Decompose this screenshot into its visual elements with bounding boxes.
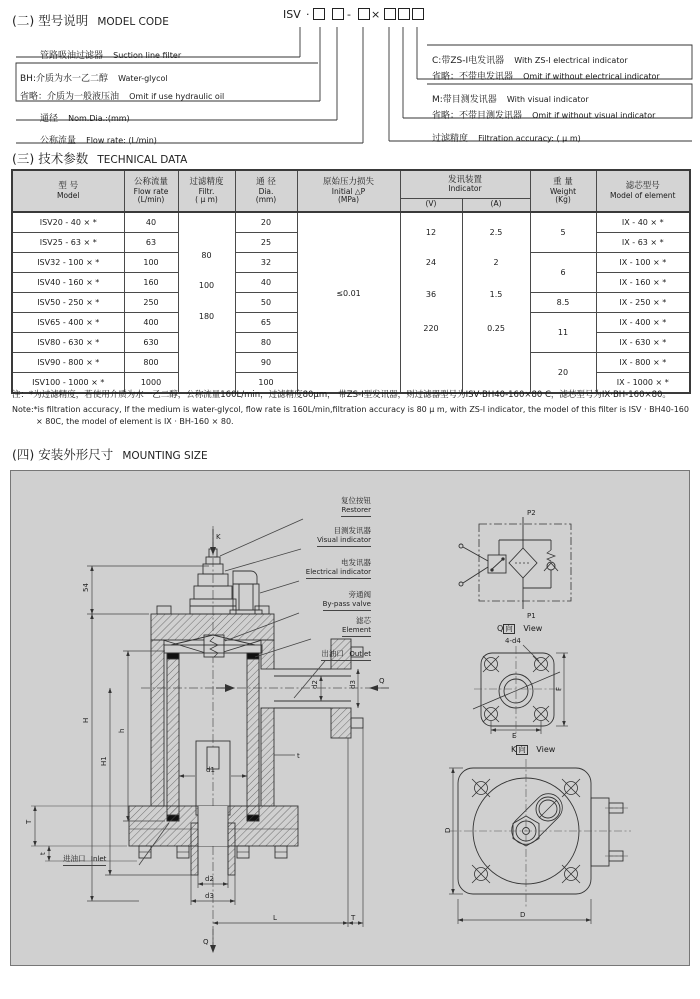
col-header-flow-en: Flow rate [133,186,169,196]
pressure-value: ≤0.01 [336,288,361,298]
cell-pressure-merged [297,212,400,393]
cell-model: ISV50 - 250 × * [12,293,124,313]
label-outlet-en: Outlet [349,650,371,658]
cell-element: IX - 100 × * [596,253,690,273]
col-header-element [596,170,690,212]
label-outlet [321,648,371,661]
label-medium-omit [20,84,224,103]
section3-heading-cn: (三) 技术参数 [12,151,89,166]
table-notes [12,389,690,428]
label-visual-omit-en: Omit if without visual indicator [532,111,656,120]
cell-model: ISV40 - 160 × * [12,273,124,293]
cell-element: IX - 630 × * [596,333,690,353]
q-view-letter: Q [497,624,504,633]
label-bypass-valve-en: By-pass valve [322,599,371,608]
section3-heading [12,148,187,167]
dim-D-left: D [444,827,452,833]
col-header-indicator [400,170,530,198]
cell-element: IX - 400 × * [596,313,690,333]
section3-heading-en: TECHNICAL DATA [97,154,188,166]
table-row [12,212,690,233]
cell-model: ISV100 - 1000 × * [12,373,124,394]
model-code-box-flow [358,8,370,20]
filtr-value: 80 [201,250,212,260]
dim-d3-port: d3 [349,680,357,689]
label-visual-m-en: With visual indicator [506,95,589,104]
amp-value: 0.25 [487,324,505,334]
col-header-flow-unit: (L/min) [137,195,165,205]
k-view [449,759,631,924]
label-electrical-omit-cn: 省略：不带电发讯器 [432,72,514,82]
col-header-amp: (A) [462,198,530,212]
cell-model: ISV32 - 100 × * [12,253,124,273]
dim-Q-bottom: Q [203,938,209,946]
cell-weight: 11 [530,313,596,353]
cell-element: IX - 40 × * [596,212,690,233]
cell-model: ISV25 - 63 × * [12,233,124,253]
model-code-box-accuracy [384,8,396,20]
cell-flow: 800 [124,353,178,373]
cell-flow: 630 [124,333,178,353]
cell-volts-merged [400,212,462,393]
cell-flow: 250 [124,293,178,313]
label-suction-filter-en: Suction line filter [113,51,182,60]
label-medium-bh-cn: BH:介质为水一乙二醇 [20,74,108,84]
model-code-dash: - [347,8,351,21]
direction-char-box: 向 [518,745,526,754]
col-header-filtr [178,170,235,212]
dim-H: H [82,717,90,723]
cell-flow: 1000 [124,373,178,394]
cell-flow: 160 [124,273,178,293]
dim-d3-bottom: d3 [205,892,214,900]
label-electrical-indicator-en: Electrical indicator [305,567,371,576]
dim-L: L [273,914,277,922]
col-header-dia-en: Dia. [258,186,274,196]
amp-value: 2 [493,258,499,268]
k-view-letter: K [511,745,517,754]
port-P1: P1 [527,612,536,620]
cell-filtr-merged [178,212,235,393]
col-header-pressure-unit: (MPa) [337,195,360,205]
col-header-weight-unit: (Kg) [555,195,571,205]
model-code-dot: · [306,8,310,21]
label-inlet-cn: 进油口 [63,854,86,863]
col-header-element-cn: 滤芯型号 [625,181,660,192]
cell-flow: 400 [124,313,178,333]
cell-dia: 50 [235,293,297,313]
col-header-element-en: Model of element [610,191,676,200]
cell-model: ISV20 - 40 × * [12,212,124,233]
section4-heading-en: MOUNTING SIZE [122,450,208,462]
amp-value: 1.5 [489,290,503,300]
dim-d2-port: d2 [311,680,319,689]
note-chinese: 注：*为过滤精度，若使用介质为水一乙二醇，公称流量160L/min，过滤精度80μm， 带ZS-I型发讯器，则过滤器型号为ISV·BH40-160×80 C，滤芯型号为IX·BH-160×80。 [12,390,671,400]
cell-flow: 40 [124,212,178,233]
col-header-weight-cn: 重 量 [553,177,573,188]
k-view-word: View [536,745,556,754]
dim-t-wall: t [297,752,300,760]
volt-value: 36 [425,290,437,300]
section2-heading-en: MODEL CODE [97,16,169,28]
label-medium-omit-en: Omit if use hydraulic oil [129,92,225,101]
col-header-flow [124,170,178,212]
model-code-box-medium [313,8,325,20]
cell-model: ISV90 - 800 × * [12,353,124,373]
label-inlet-en: Inlet [90,855,107,863]
cell-dia: 40 [235,273,297,293]
col-header-pressure [297,170,400,212]
label-visual-omit-cn: 省略：不带目测发讯器 [432,111,523,121]
dim-t-left: t [39,852,47,855]
col-header-indicator-cn: 发讯装置 [448,174,483,185]
label-flow-rate [40,128,157,147]
dim-T-bottom: T [351,914,356,922]
label-medium-bh [20,66,168,85]
q-view-label [497,624,542,634]
label-suction-filter-cn: 管路吸油过滤器 [40,51,104,61]
model-code-section [0,0,700,150]
label-nom-dia [40,106,130,125]
col-header-model [12,170,124,212]
col-header-filtr-unit: ( μ m) [195,195,218,205]
cell-dia: 65 [235,313,297,333]
label-suction-filter [40,43,181,62]
col-header-pressure-cn: 原始压力损失 [322,177,374,188]
label-nom-dia-cn: 通径 [40,114,59,124]
filtr-value: 180 [198,311,215,321]
dim-E: E [512,732,517,740]
dim-F: F [555,686,563,691]
model-code-prefix: ISV [283,8,301,21]
q-view [473,646,568,737]
col-header-filtr-en: Filtr. [198,186,215,196]
cell-element: IX - 63 × * [596,233,690,253]
dim-d1: d1 [206,766,215,774]
col-header-volt: (V) [400,198,462,212]
q-view-word: View [523,624,543,633]
model-code-box-dia [332,8,344,20]
label-electrical-indicator-cn: 电发讯器 [341,558,371,567]
cell-flow: 63 [124,233,178,253]
col-header-weight-en: Weight [549,186,577,196]
dim-54: 54 [82,583,90,592]
col-header-indicator-en: Indicator [448,184,482,194]
k-view-label [511,745,555,755]
cell-dia: 80 [235,333,297,353]
label-inlet [63,853,106,866]
amp-value: 2.5 [489,227,503,237]
cell-dia: 32 [235,253,297,273]
cell-flow: 100 [124,253,178,273]
cell-model: ISV65 - 400 × * [12,313,124,333]
model-code-box-visual [398,8,410,20]
dim-Q-port: Q [379,677,385,685]
label-flow-rate-cn: 公称流量 [40,136,77,146]
col-header-dia [235,170,297,212]
label-element [342,616,371,637]
label-medium-bh-en: Water-glycol [118,74,168,83]
cell-weight: 8.5 [530,293,596,313]
dim-K: K [216,533,221,541]
dim-T-left: T [25,819,33,824]
dim-D-bottom: D [520,911,526,919]
label-electrical-omit [432,64,660,83]
cell-dia: 25 [235,233,297,253]
label-bypass-valve [323,590,371,611]
label-restorer-cn: 复位按钮 [341,496,371,505]
section4-heading [12,444,208,463]
note-english: Note:*is filtration accuracy, If the medium is water-glycol, flow rate is 160L/min,filtration accuracy is 80 μ m, with ZS-I indicator, the model of this filter is ISV · BH40-160 × 80C, the model of element is IX · BH-160 × 80. [12,405,689,427]
col-header-model-en: Model [56,191,80,200]
section2-heading [12,10,169,29]
cell-element: IX - 800 × * [596,353,690,373]
label-visual-m-cn: M:带目测发讯器 [432,95,497,105]
cell-element: IX - 160 × * [596,273,690,293]
cell-weight: 6 [530,253,596,293]
filtr-value: 100 [198,281,215,291]
label-filtration-accuracy-cn: 过滤精度 [432,134,469,144]
label-element-en: Element [342,625,371,634]
label-electrical-indicator [306,558,371,579]
volt-value: 24 [425,258,437,268]
dim-4-d4: 4-d4 [505,637,521,645]
section2-heading-cn: (二) 型号说明 [12,13,89,28]
label-outlet-cn: 出油口 [321,649,344,658]
dim-h: h [118,728,126,733]
cell-element: IX - 1000 × * [596,373,690,394]
label-restorer [341,496,371,517]
label-electrical-omit-en: Omit if without electrical indicator [523,72,660,81]
col-header-dia-unit: (mm) [255,195,277,205]
dim-H1: H1 [100,756,108,766]
section4-heading-cn: (四) 安装外形尺寸 [12,447,114,462]
cell-model: ISV80 - 630 × * [12,333,124,353]
port-P2: P2 [527,509,536,517]
label-filtration-accuracy-en: Filtration accuracy: ( μ m) [478,134,581,143]
label-bypass-valve-cn: 旁通阀 [348,590,371,599]
label-element-cn: 滤芯 [356,616,371,625]
model-code-string [283,8,443,24]
cell-dia: 100 [235,373,297,394]
cell-amps-merged [462,212,530,393]
col-header-model-cn: 型 号 [58,181,79,192]
mounting-drawing [10,470,690,966]
model-code-times: × [371,8,381,21]
label-flow-rate-en: Flow rate: (L/min) [86,136,157,145]
label-nom-dia-en: Nom.Dia.:(mm) [68,114,130,123]
cell-element: IX - 250 × * [596,293,690,313]
main-sectional-view [129,529,363,875]
cell-dia: 20 [235,212,297,233]
label-visual-indicator [317,526,371,547]
label-electrical-c-en: With ZS-I electrical indicator [514,56,628,65]
volt-value: 220 [423,324,439,334]
volt-value: 12 [425,227,437,237]
label-visual-indicator-cn: 目测发讯器 [333,526,371,535]
col-header-flow-cn: 公称流量 [133,177,168,188]
col-header-weight [530,170,596,212]
label-visual-indicator-en: Visual indicator [317,535,371,544]
col-header-filtr-cn: 过滤精度 [189,177,224,188]
hydraulic-circuit [459,517,571,609]
col-header-pressure-en: Initial △P [331,186,366,196]
direction-char-box: 向 [505,624,513,633]
label-medium-omit-cn: 省略：介质为一般液压油 [20,92,120,102]
label-electrical-c-cn: C:带ZS-I电发讯器 [432,56,505,66]
cell-weight: 5 [530,212,596,253]
col-header-dia-cn: 通 径 [256,177,276,188]
label-filtration-accuracy [432,126,581,145]
model-code-box-electrical [412,8,424,20]
label-restorer-en: Restorer [341,505,371,514]
technical-data-table [11,169,691,394]
cell-weight: 20 [530,353,596,394]
cell-dia: 90 [235,353,297,373]
label-visual-omit [432,103,655,122]
dim-d2-bottom: d2 [205,875,214,883]
